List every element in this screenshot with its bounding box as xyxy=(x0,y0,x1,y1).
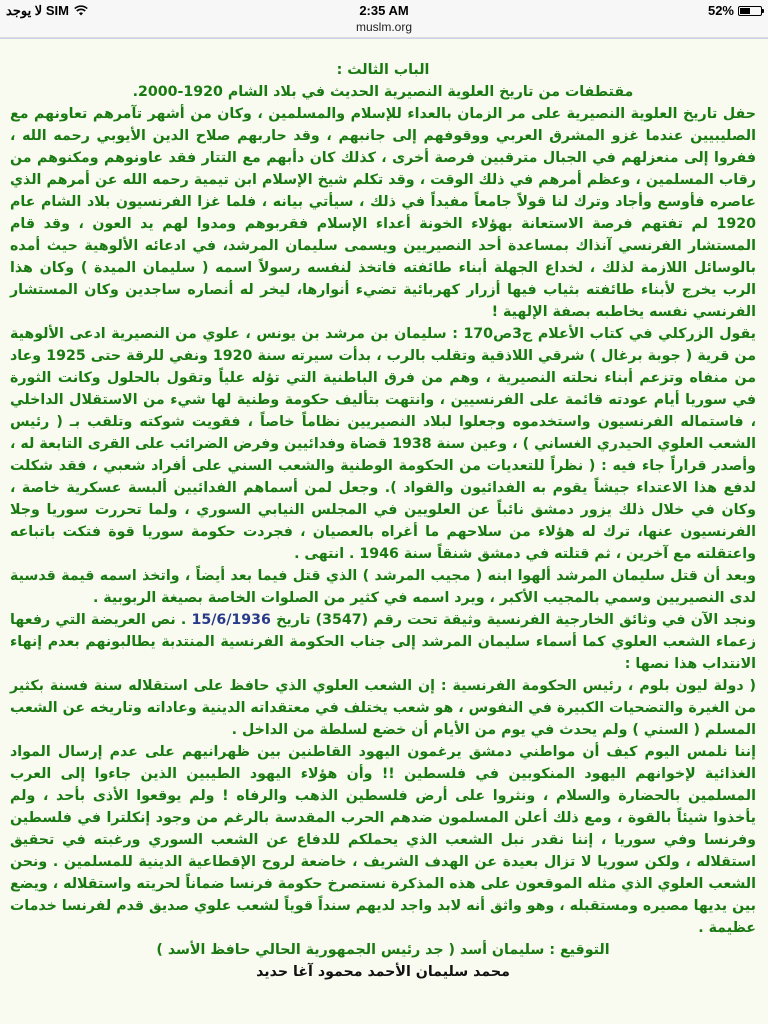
signatory-names: محمد سليمان الأحمد محمود آغا حديد xyxy=(256,964,510,980)
status-right xyxy=(708,3,762,18)
article-title: مقتطفات من تاريخ العلوية النصيرية الحديث في بلاد الشام 1920-2000. xyxy=(132,84,634,100)
battery-level xyxy=(740,8,750,14)
paragraph-history: حفل تاريخ العلوية النصيرية على مر الزمان بالعداء للإسلام والمسلمين ، وكان من أشهر تآمرهم تعاونهم مع الصليبيين عندما غزو المشرق العربي ووقوفهم إلى جانبهم ، وقد حاربهم صلاح الدين الأيوبي رحمه الله ، ففروا إلى منعزلهم في الجبال مترقبين فرصة أخرى ، كذلك كان دأبهم مع التتار فقد عاونوهم ومكنوهم من رقاب المسلمين ، وعظم أمرهم في ذلك الوقت ، وقد تكلم شيخ الإسلام ابن تيمية رحمه الله عن أمرهم الذي عاصره فأوسع وأجاد وترك لنا قولاً جامعاً مفيداً في ذلك ، سيأتي بيانه ، فلما غزا الفرنسيون بلاد الشام عام 1920 لم تفتهم فرصة الاستعانة بهؤلاء الخونة أعداء الإسلام فقربوهم ومدوا لهم يد العون ، وقد قام المستشار الفرنسي آنذاك بمساعدة أحد النصيريين ويسمى سليمان المرشد، في ادعائه الألوهية حيث أمده بالوسائل اللازمة لذلك ، لخداع الجهلة أبناء طائفته فاتخذ لنفسه رسولاً اسمه ( سليمان الميدة ) وكان هذا الرب يخرج لأبناء طائفته بثياب فيها أزرار كهربائية تضيء أنوارها، ليخر له أنصاره ساجدين وكان المستشار الفرنسي نفسه يخاطبه بصفة الإلهية ! xyxy=(10,106,756,320)
document-intro-rest: . نص العريضة التي رفعها زعماء الشعب العلوي كما أسماء سليمان المرشد إلى جناب الحكومة الفرنسية المنتدبة يطالبونهم بعدم إنهاء الانتداب هذا نصها : xyxy=(10,612,756,672)
paragraph-letter-opening: ( دولة ليون بلوم ، رئيس الحكومة الفرنسية : إن الشعب العلوي الذي حافظ على استقلاله سنة فسنة بكثير من الغيرة والتضحيات الكبيرة في النفوس ، هو شعب يختلف في معتقداته الدينية وعاداته وتاريخه عن الشعب المسلم ( السني ) ولم يحدث في يوم من الأيام أن خضع لسلطة من الداخل . xyxy=(10,678,756,738)
signature-line: التوقيع : سليمان أسد ( جد رئيس الجمهورية الحالي حافظ الأسد ) xyxy=(156,942,610,958)
battery-icon xyxy=(738,6,762,16)
document-intro: ونجد الآن في وثائق الخارجية الفرنسية وثيقة تحت رقم (3547) تاريخ xyxy=(270,612,756,628)
status-bar xyxy=(0,0,768,20)
paragraph-document xyxy=(10,609,756,675)
paragraph-letter-body: إننا نلمس اليوم كيف أن مواطني دمشق يرغمون اليهود القاطنين بين ظهرانيهم على عدم إرسال المواد الغذائية لإخوانهم اليهود المنكوبين في فلسطين !! وأن هؤلاء اليهود الطيبين الذين جاءوا إلى العرب المسلمين بالحضارة والسلام ، ونثروا على أرض فلسطين الذهب والرفاه ! ولم يوقعوا الأذى بأحد ، ولم يأخذوا شيئاً بالقوة ، ومع ذلك أعلن المسلمون ضدهم الحرب المقدسة بالرغم من وجود إنكلترا في فلسطين وفرنسا وفي سوريا ، إننا نقدر نبل الشعب الذي يحملكم للدفاع عن الشعب السوري ورغبته في تحقيق استقلاله ، ولكن سوريا لا تزال بعيدة عن الهدف الشريف ، خاضعة لروح الإقطاعية الدينية للمسلمين . ونحن الشعب العلوي الذي مثله الموقعون على هذه المذكرة نستصرخ حكومة فرنسا ضماناً لحريته واستقلاله ، ويضع بين يديها مصيره ومستقبله ، وهو واثق أنه لابد واجد لديهم سنداً قوياً لشعب علوي صديق قدم لفرنسا خدمات عظيمة . xyxy=(10,744,756,936)
article xyxy=(10,59,756,983)
address-bar[interactable] xyxy=(0,20,768,38)
url-text[interactable]: muslm.org xyxy=(355,20,412,34)
page-content xyxy=(0,38,768,1024)
paragraph-mujib: وبعد أن قتل سليمان المرشد ألهوا ابنه ( مجيب المرشد ) الذي قتل فيما بعد أيضاً ، واتخذ اسمه قيمة قدسية لدى النصيريين وسمي بالمجيب الأكبر ، ويرد اسمه في كثير من الصلوات الخاصة بصيغة الربوبية . xyxy=(10,568,756,606)
paragraph-zirikli: يقول الزركلي في كتاب الأعلام ج3ص170 : سليمان بن مرشد بن يونس ، علوي من النصيرية ادعى الألوهية من قرية ( جوبة برغال ) شرقي اللاذقية وتقلب بالرب ، بدأت سيرته سنة 1920 ونفي للرقة حتى 1925 وعاد من منفاه وتزعم أبناء نحلته النصيرية ، وهم من فرق الباطنية التي تؤله علياً وتقول بالحلول وكانت الثورة في سوريا أيام عودته قائمة على الفرنسيين ، وانتهت بتأليف حكومة وطنية لها شيء من الاستقلال الداخلي ، فاستماله الفرنسيون واستخدموه وجعلوا لبلاد النصيريين نظاماً خاصاً ، فقويت شوكته وتلقب بـ ( رئيس الشعب العلوي الحيدري الغساني ) ، وعين سنة 1938 قضاة وفدائيين وفرض الضرائب على القرى التابعة له ، وأصدر قراراً جاء فيه : ( نظراً للتعديات من الحكومة الوطنية والشعب السني على أفراد شعبي ، فقد شكلت لدفع هذا الاعتداء جيشاً يقوم به الفدائيون والقواد ). وجعل لمن أسماهم الفدائيين ألبسة عسكرية خاصة ، وكان في خلال ذلك يزور دمشق نائباً عن العلويين في المجلس النيابي السوري ، ولما تحررت سوريا وجلا الفرنسيون عنها، ترك له هؤلاء من سلاحهم ما أغراه بالعصيان ، فجردت حكومة سوريا قوة فتكت باتباعه واعتقلته مع آخرين ، ثم قتلته في دمشق شنقاً سنة 1946 . انتهى . xyxy=(10,326,757,562)
chapter-heading: الباب الثالث : xyxy=(336,62,430,78)
status-time: 2:35 AM xyxy=(359,3,409,18)
battery-percent: 52% xyxy=(707,3,734,18)
document-date: 15/6/1936 xyxy=(191,612,271,628)
carrier-label: لا يوجد SIM xyxy=(6,3,69,18)
